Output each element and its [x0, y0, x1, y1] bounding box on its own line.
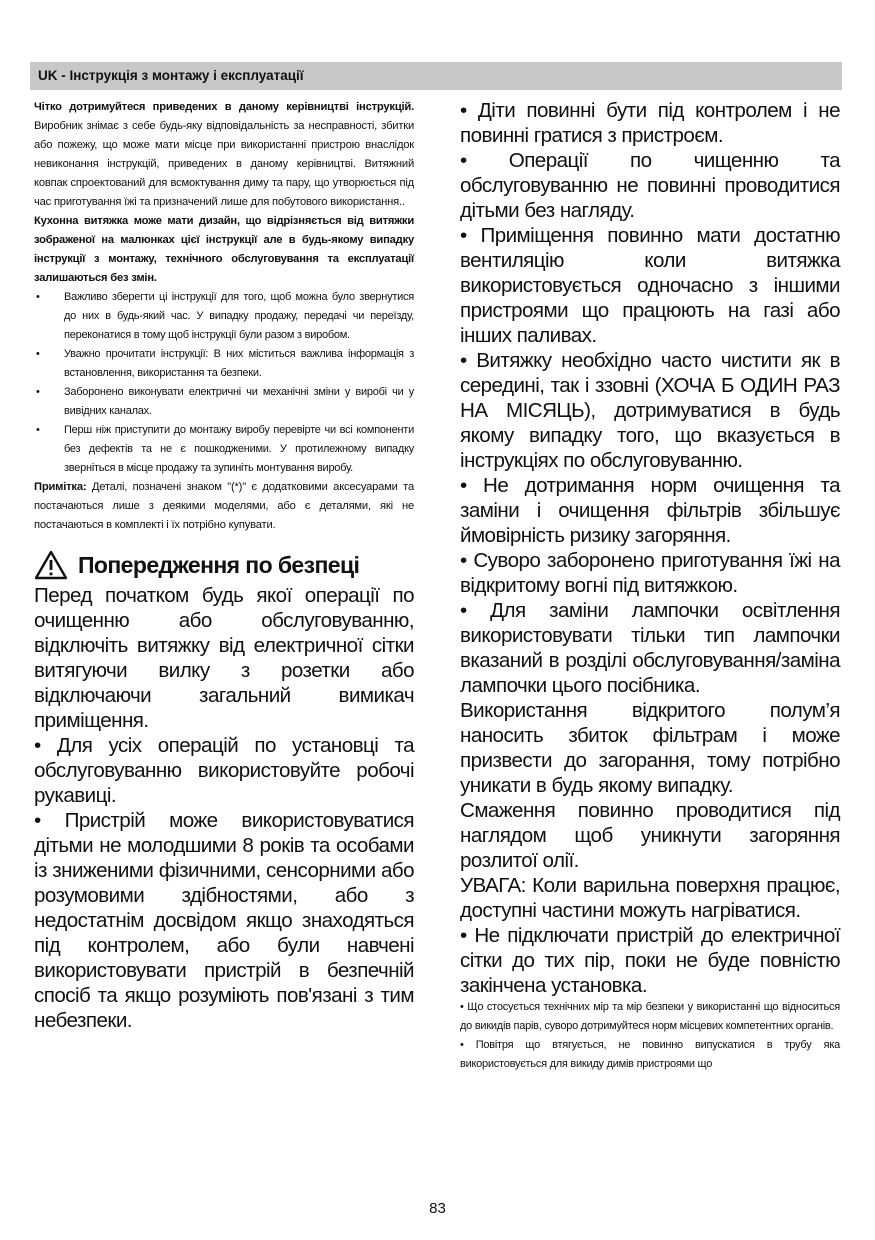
note-label: Примітка: [34, 481, 87, 493]
safety-paragraph: • Не підключати пристрій до електричної сітки до тих пір, поки не буде повністю закінчена установка. [460, 924, 840, 997]
safety-paragraph: • Діти повинні бути під контролем і не повинні гратися з пристроєм. [460, 99, 840, 147]
list-item-text: Важливо зберегти ці інструкції для того, щоб можна було звернутися до них в будь-який час. У випадку продажу, передачі чи переїзду, переконатися в тому щоб інструкції були разом з виробом. [64, 291, 414, 341]
list-item [34, 421, 414, 478]
safety-paragraph: • Суворо заборонено приготування їжі на відкритому вогні під витяжкою. [460, 549, 840, 597]
safety-paragraph: • Приміщення повинно мати достатню вентиляцію коли витяжка використовується одночасно з іншими пристроями що працюють на газі або інших паливах. [460, 224, 840, 347]
small-paragraph: • Що стосується технічних мір та мір безпеки у використанні що відноситься до викидів парів, суворо дотримуйтеся норм місцевих компетентних органів. [460, 1001, 840, 1032]
intro-body: Виробник знімає з себе будь-яку відповідальність за несправності, збитки або пожежу, що може мати місце при використанні пристрою внаслідок невиконання інструкцій, приведених в даному керівництві. Витяжний ковпак спроектований для всмоктування диму та пару, що утворюється під час приготування їжі та призначений лише для побутового використання.. [34, 120, 414, 208]
safety-text-right [460, 98, 840, 998]
bullet-marker: • [36, 424, 40, 436]
safety-paragraph: • Для заміни лампочки освітлення використовувати тільки тип лампочки вказаний в розділі обслуговування/заміна лампочки цього посібника. [460, 599, 840, 697]
safety-paragraph: • Операції по чищенню та обслуговуванню не повинні проводитися дітьми без нагляду. [460, 149, 840, 222]
safety-text-left [34, 583, 414, 1033]
safety-small-text [460, 998, 840, 1074]
safety-title: Попередження по безпеці [78, 552, 360, 578]
intro-text [34, 98, 414, 288]
bullet-marker: • [36, 348, 40, 360]
safety-paragraph: • Для усіх операцій по установці та обслуговуванню використовуйте робочі рукавиці. [34, 734, 414, 807]
bullet-marker: • [36, 291, 40, 303]
list-item-text: Перш ніж приступити до монтажу виробу перевірте чи всі компоненти без дефектів та не є пошкодженими. У протилежному випадку зверніться в місце продажу та зупиніть монтування виробу. [64, 424, 414, 474]
warning-triangle-icon [34, 550, 68, 580]
note-block [34, 478, 414, 535]
safety-paragraph: УВАГА: Коли варильна поверхня працює, доступні частини можуть нагріватися. [460, 874, 840, 922]
intro-bold-lead: Чітко дотримуйтеся приведених в даному керівництві інструкцій. [34, 101, 414, 113]
safety-paragraph: • Пристрій може використовуватися дітьми не молодшими 8 років та особами із зниженими фізичними, сенсорними або розумовими здібностями, або з недостатнім досвідом якщо знаходяться під контролем, або були навчені використовувати пристрій в безпечній спосіб та якщо розуміють пов'язані з тим небезпеки. [34, 809, 414, 1032]
list-item-text: Уважно прочитати інструкції: В них міститься важлива інформація з встановлення, використання та безпеки. [64, 348, 414, 379]
safety-heading [34, 549, 414, 581]
design-note-bold: Кухонна витяжка може мати дизайн, що відрізняється від витяжки зображеної на малюнках цієї інструкції але в будь-якому випадку інструкції з монтажу, технічного обслуговування та експлуатації залишаються без змін. [34, 215, 414, 284]
instruction-list [34, 288, 414, 478]
safety-paragraph: Смаження повинно проводитися під наглядом щоб уникнути загоряння розлитої олії. [460, 799, 840, 872]
list-item [34, 383, 414, 421]
safety-paragraph: • Витяжку необхідно часто чистити як в середині, так і ззовні (ХОЧА Б ОДИН РАЗ НА МІСЯЦЬ), дотримуватися в будь якому випадку того, що вказується в інструкціях по обслуговуванню. [460, 349, 840, 472]
list-item-text: Заборонено виконувати електричні чи механічні зміни у виробі чи у вивідних каналах. [64, 386, 414, 417]
right-column [460, 98, 840, 1074]
bullet-marker: • [36, 386, 40, 398]
left-column [34, 98, 414, 1033]
page-number: 83 [429, 1200, 446, 1217]
list-item [34, 345, 414, 383]
intro-paragraph-1 [34, 98, 414, 212]
intro-paragraph-2 [34, 212, 414, 288]
small-paragraph: • Повітря що втягується, не повинно випускатися в трубу яка використовується для викиду димів пристроями що [460, 1039, 840, 1070]
safety-paragraph: • Не дотримання норм очищення та заміни і очищення фільтрів збільшує ймовірність ризику загоряння. [460, 474, 840, 547]
list-item [34, 288, 414, 345]
section-header: UK - Інструкція з монтажу і експлуатації [30, 62, 842, 90]
note-text: Деталі, позначені знаком "(*)" є додатковими аксесуарами та постачаються лише з деякими моделями, або є деталями, які не постачаються в комплекті і їх потрібно купувати. [34, 481, 414, 531]
safety-paragraph: Перед початком будь якої операції по очищенню або обслуговуванню, відключіть витяжку від електричної сітки витягуючи вилку з розетки або відключаючи загальний вимикач приміщення. [34, 584, 414, 732]
safety-paragraph: Використання відкритого полум’я наносить збиток фільтрам і може призвести до загорання, тому потрібно уникати в будь якому випадку. [460, 699, 840, 797]
